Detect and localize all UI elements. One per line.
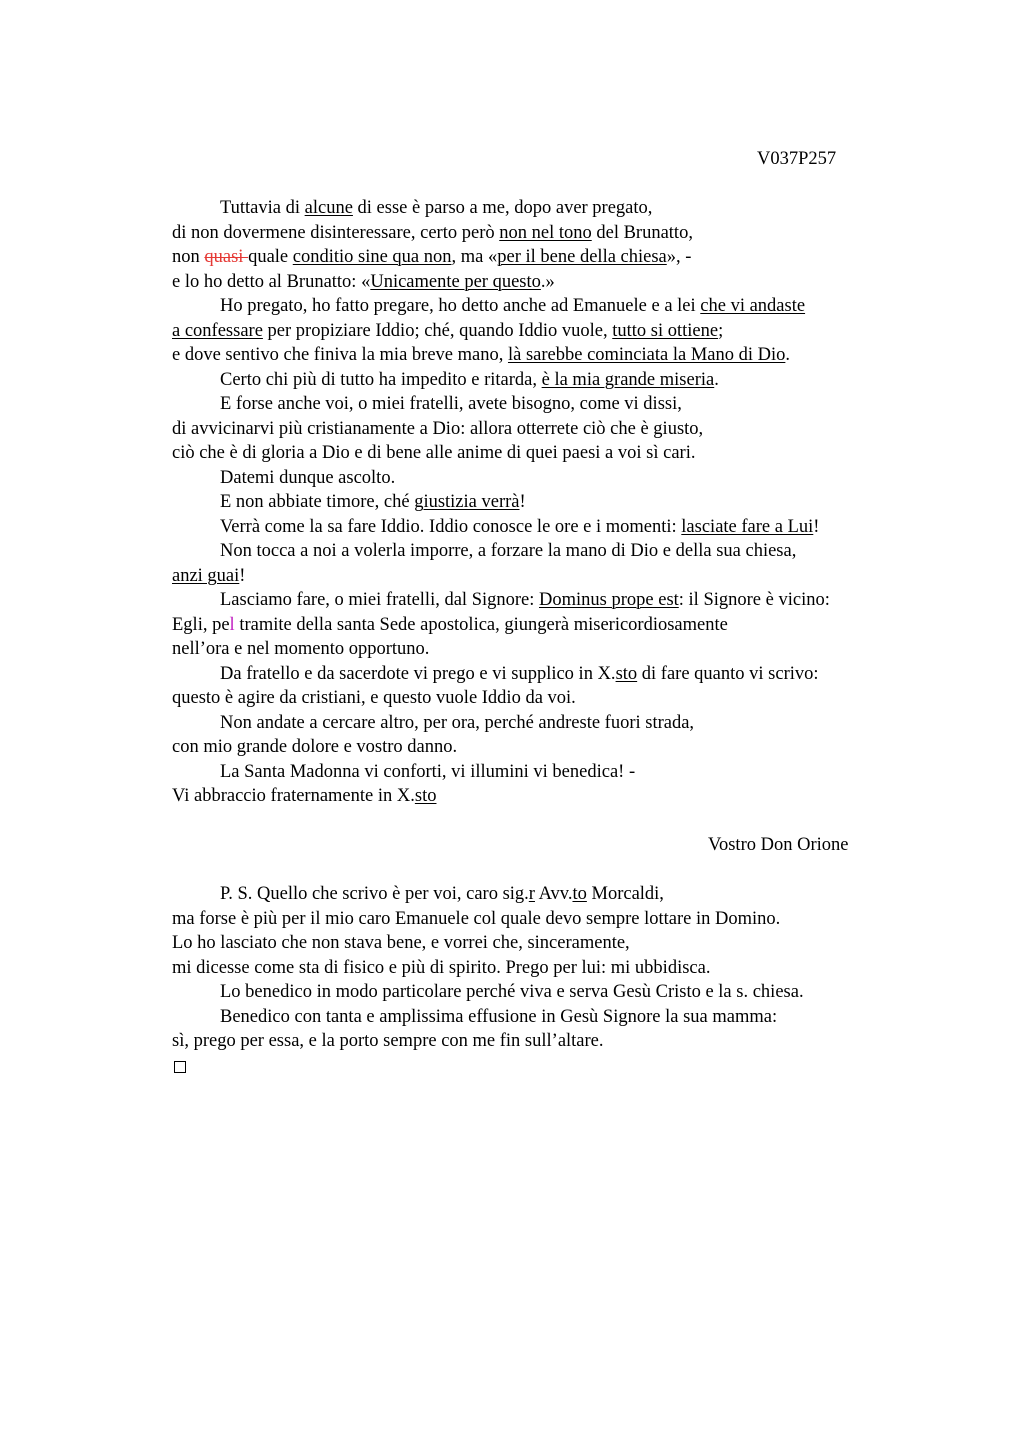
underlined-text: che vi andaste xyxy=(700,296,806,316)
text-line: Lo ho lasciato che non stava bene, e vorrei che, sinceramente, xyxy=(172,933,630,953)
text-run: Ho pregato, ho fatto pregare, ho detto anche ad Emanuele e a lei xyxy=(220,296,701,316)
underlined-text: non nel tono xyxy=(499,222,592,243)
text-line: ma forse è più per il mio caro Emanuele col quale devo sempre lottare in Domino. xyxy=(172,908,781,929)
underlined-text: lasciate fare a Lui xyxy=(681,516,814,537)
square-icon xyxy=(174,1061,186,1073)
underlined-text: Unicamente per questo xyxy=(370,271,541,292)
text-line: di avvicinarvi più cristianamente a Dio: allora otterrete ciò che è giusto, xyxy=(172,418,704,439)
text-line xyxy=(172,515,932,540)
text-line: Lo benedico in modo particolare perché viva e serva Gesù Cristo e la s. chiesa. xyxy=(220,982,804,1002)
text-run: Egli, pe xyxy=(172,614,230,635)
underlined-text: per il bene della chiesa xyxy=(497,247,667,267)
text-line: con mio grande dolore e vostro danno. xyxy=(172,737,458,757)
text-line xyxy=(172,662,932,687)
text-run: di non dovermene disinteressare, certo però xyxy=(172,222,500,243)
letter-body xyxy=(172,196,932,1078)
underlined-text: r xyxy=(528,884,535,904)
text-line: questo è agire da cristiani, e questo vuole Iddio da voi. xyxy=(172,688,576,708)
text-line: La Santa Madonna vi conforti, vi illumini vi benedica! - xyxy=(220,761,636,782)
text-line xyxy=(172,245,932,270)
text-run: . xyxy=(714,369,719,390)
text-line xyxy=(172,196,932,221)
text-run: E non abbiate timore, ché xyxy=(220,492,415,512)
text-run: , ma « xyxy=(451,247,498,267)
text-run: Morcaldi, xyxy=(586,884,664,904)
text-line xyxy=(172,270,932,295)
text-run: », - xyxy=(666,247,692,267)
spacer xyxy=(172,858,932,883)
text-run: ; xyxy=(718,320,724,341)
text-run: quale xyxy=(248,247,293,267)
underlined-text: giustizia verrà xyxy=(414,492,520,512)
text-run: Avv. xyxy=(534,884,573,904)
underlined-text: tutto si ottiene xyxy=(612,320,719,341)
text-run: Lasciamo fare, o miei fratelli, dal Signore: xyxy=(220,590,540,610)
text-run: Vi abbraccio fraternamente in X. xyxy=(172,786,415,806)
text-run: di esse è parso a me, dopo aver pregato, xyxy=(352,198,653,218)
text-run: per propiziare Iddio; ché, quando Iddio vuole, xyxy=(262,320,613,341)
underlined-text: è la mia grande miseria xyxy=(541,369,715,390)
text-run: tramite della santa Sede apostolica, giungerà misericordiosamente xyxy=(234,614,728,635)
text-line xyxy=(172,564,932,589)
underlined-text: alcune xyxy=(304,198,353,218)
text-run: . xyxy=(785,345,790,365)
text-line: Non andate a cercare altro, per ora, perché andreste fuori strada, xyxy=(220,712,695,733)
page-identifier: V037P257 xyxy=(757,149,837,169)
text-line: ciò che è di gloria a Dio e di bene alle anime di quei paesi a voi sì cari. xyxy=(172,443,696,463)
text-line xyxy=(172,882,932,907)
underlined-text: sto xyxy=(615,663,638,684)
text-line xyxy=(172,343,932,368)
signature: Vostro Don Orione xyxy=(708,835,849,855)
deleted-text: quasi xyxy=(204,247,249,267)
text-line xyxy=(172,613,932,638)
text-run: Certo chi più di tutto ha impedito e ritarda, xyxy=(220,369,542,390)
text-run: P. S. Quello che scrivo è per voi, caro sig. xyxy=(220,884,529,904)
text-run: ! xyxy=(813,516,820,537)
text-run: e lo ho detto al Brunatto: « xyxy=(172,271,371,292)
underlined-text: Dominus prope est xyxy=(539,590,679,610)
text-line xyxy=(172,319,932,344)
underlined-text: sto xyxy=(414,786,437,806)
text-run: ! xyxy=(519,492,526,512)
inserted-text: l xyxy=(229,614,235,635)
end-marker-line xyxy=(172,1054,932,1079)
underlined-text: anzi guai xyxy=(172,565,240,586)
text-line: Benedico con tanta e amplissima effusione in Gesù Signore la sua mamma: xyxy=(220,1006,778,1027)
text-run: Verrà come la sa fare Iddio. Iddio conosce le ore e i momenti: xyxy=(220,516,682,537)
text-line: sì, prego per essa, e la porto sempre con me fin sull’altare. xyxy=(172,1031,604,1051)
text-line xyxy=(172,221,932,246)
text-run: e dove sentivo che finiva la mia breve mano, xyxy=(172,345,508,365)
text-run: : il Signore è vicino: xyxy=(678,590,830,610)
text-run: ! xyxy=(239,565,246,586)
text-line: Non tocca a noi a volerla imporre, a forzare la mano di Dio e della sua chiesa, xyxy=(220,541,797,561)
text-run: del Brunatto, xyxy=(591,222,693,243)
text-run: non xyxy=(172,247,205,267)
spacer xyxy=(172,809,932,834)
text-line xyxy=(172,784,932,809)
text-line: Datemi dunque ascolto. xyxy=(220,467,396,488)
text-line: mi dicesse come sta di fisico e più di spirito. Prego per lui: mi ubbidisca. xyxy=(172,957,711,978)
text-run: Da fratello e da sacerdote vi prego e vi supplico in X. xyxy=(220,663,616,684)
text-line xyxy=(172,588,932,613)
text-line xyxy=(172,490,932,515)
text-run: .» xyxy=(540,271,555,292)
text-run: di fare quanto vi scrivo: xyxy=(637,663,819,684)
text-line xyxy=(172,294,932,319)
text-line: E forse anche voi, o miei fratelli, avete bisogno, come vi dissi, xyxy=(220,394,682,414)
text-line: nell’ora e nel momento opportuno. xyxy=(172,639,430,659)
underlined-text: conditio sine qua non xyxy=(292,247,452,267)
underlined-text: là sarebbe cominciata la Mano di Dio xyxy=(507,345,786,365)
text-line xyxy=(172,368,932,393)
text-run: Tuttavia di xyxy=(220,198,305,218)
underlined-text: to xyxy=(572,884,587,904)
underlined-text: a confessare xyxy=(172,320,263,341)
